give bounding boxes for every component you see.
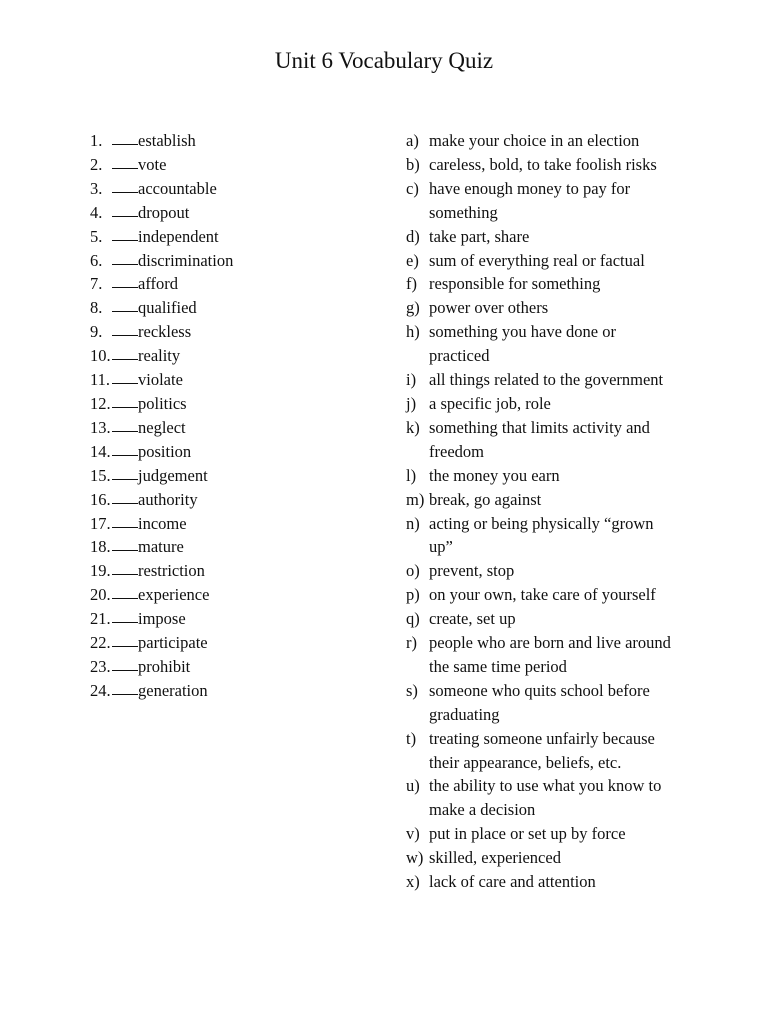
definition-text: power over others bbox=[429, 298, 549, 318]
term-row bbox=[90, 368, 310, 392]
definition-letter: d) bbox=[406, 226, 420, 246]
answer-blank[interactable] bbox=[112, 583, 138, 599]
term-number: 7. bbox=[90, 274, 103, 294]
definition-letter: i) bbox=[406, 370, 417, 390]
term-row bbox=[90, 559, 310, 583]
term-row bbox=[90, 392, 310, 416]
term-row bbox=[90, 416, 310, 440]
definition-row bbox=[406, 512, 706, 560]
answer-blank[interactable] bbox=[112, 535, 138, 551]
definition-text: the money you earn bbox=[429, 465, 560, 485]
answer-blank[interactable] bbox=[112, 320, 138, 336]
term-number: 23. bbox=[90, 656, 111, 676]
answer-blank[interactable] bbox=[112, 392, 138, 408]
definition-row bbox=[406, 296, 706, 320]
answer-blank[interactable] bbox=[112, 225, 138, 241]
definition-letter: u) bbox=[406, 776, 420, 796]
term-number: 4. bbox=[90, 202, 103, 222]
term-number: 11. bbox=[90, 370, 111, 390]
definition-text: break, go against bbox=[429, 489, 542, 509]
definition-text: someone who quits school before graduating bbox=[429, 680, 650, 724]
term-row bbox=[90, 488, 310, 512]
definition-text: something that limits activity and freedom bbox=[429, 417, 650, 461]
definition-letter: t) bbox=[406, 728, 417, 748]
term-word: neglect bbox=[138, 417, 186, 437]
term-number: 18. bbox=[90, 537, 111, 557]
definition-text: take part, share bbox=[429, 226, 530, 246]
term-number: 6. bbox=[90, 250, 103, 270]
term-number: 15. bbox=[90, 465, 111, 485]
term-number: 21. bbox=[90, 609, 111, 629]
definition-letter: f) bbox=[406, 274, 417, 294]
term-number: 9. bbox=[90, 322, 103, 342]
answer-blank[interactable] bbox=[112, 607, 138, 623]
definition-row bbox=[406, 177, 706, 225]
term-word: reckless bbox=[138, 322, 192, 342]
term-number: 22. bbox=[90, 633, 111, 653]
definition-letter: v) bbox=[406, 824, 420, 844]
answer-blank[interactable] bbox=[112, 488, 138, 504]
answer-blank[interactable] bbox=[112, 368, 138, 384]
vocabulary-term-list bbox=[90, 129, 310, 703]
definition-row bbox=[406, 320, 706, 368]
definition-row bbox=[406, 559, 706, 583]
term-word: politics bbox=[138, 393, 187, 413]
term-word: prohibit bbox=[138, 656, 191, 676]
term-row bbox=[90, 464, 310, 488]
definition-letter: b) bbox=[406, 154, 420, 174]
definition-row bbox=[406, 464, 706, 488]
definition-text: sum of everything real or factual bbox=[429, 250, 645, 270]
term-word: generation bbox=[138, 680, 208, 700]
term-number: 10. bbox=[90, 346, 111, 366]
definition-text: have enough money to pay for something bbox=[429, 178, 631, 222]
term-word: afford bbox=[138, 274, 179, 294]
term-row bbox=[90, 249, 310, 273]
definition-text: the ability to use what you know to make a decision bbox=[429, 776, 662, 820]
answer-blank[interactable] bbox=[112, 655, 138, 671]
definition-row bbox=[406, 488, 706, 512]
term-number: 2. bbox=[90, 154, 103, 174]
definition-text: make your choice in an election bbox=[429, 131, 640, 150]
term-word: restriction bbox=[138, 561, 205, 581]
term-word: establish bbox=[138, 131, 196, 150]
answer-blank[interactable] bbox=[112, 249, 138, 265]
definition-row bbox=[406, 129, 706, 153]
answer-blank[interactable] bbox=[112, 153, 138, 169]
definition-text: people who are born and live around the same time period bbox=[429, 633, 671, 676]
definition-letter: o) bbox=[406, 561, 420, 581]
definition-letter: w) bbox=[406, 848, 424, 868]
definition-row bbox=[406, 822, 706, 846]
definition-row bbox=[406, 631, 706, 679]
term-word: independent bbox=[138, 226, 219, 246]
answer-blank[interactable] bbox=[112, 631, 138, 647]
definition-row bbox=[406, 368, 706, 392]
term-word: accountable bbox=[138, 178, 217, 198]
definition-row bbox=[406, 870, 706, 894]
definition-list bbox=[406, 129, 706, 894]
definition-letter: n) bbox=[406, 513, 420, 533]
term-row bbox=[90, 177, 310, 201]
term-row bbox=[90, 129, 310, 153]
definition-letter: e) bbox=[406, 250, 419, 270]
term-row bbox=[90, 201, 310, 225]
definition-text: lack of care and attention bbox=[429, 872, 596, 892]
definition-letter: k) bbox=[406, 417, 420, 437]
definition-text: careless, bold, to take foolish risks bbox=[429, 154, 657, 174]
term-number: 5. bbox=[90, 226, 103, 246]
page-title: Unit 6 Vocabulary Quiz bbox=[274, 48, 494, 73]
definition-row bbox=[406, 846, 706, 870]
definition-letter: g) bbox=[406, 298, 420, 318]
definition-text: responsible for something bbox=[429, 274, 601, 294]
term-word: authority bbox=[138, 489, 198, 509]
definition-text: all things related to the government bbox=[429, 370, 664, 390]
term-number: 14. bbox=[90, 441, 111, 461]
answer-blank[interactable] bbox=[112, 129, 138, 145]
term-number: 19. bbox=[90, 561, 111, 581]
term-number: 24. bbox=[90, 680, 111, 700]
term-word: impose bbox=[138, 609, 186, 629]
answer-blank[interactable] bbox=[112, 440, 138, 456]
definition-letter: p) bbox=[406, 585, 420, 605]
definition-text: treating someone unfairly because their appearance, beliefs, etc. bbox=[429, 728, 655, 772]
term-row bbox=[90, 679, 310, 703]
answer-blank[interactable] bbox=[112, 416, 138, 432]
term-row bbox=[90, 583, 310, 607]
term-row bbox=[90, 535, 310, 559]
term-word: income bbox=[138, 513, 187, 533]
term-number: 12. bbox=[90, 393, 111, 413]
term-word: experience bbox=[138, 585, 210, 605]
definition-row bbox=[406, 153, 706, 177]
definition-text: on your own, take care of yourself bbox=[429, 585, 656, 605]
definition-row bbox=[406, 727, 706, 775]
term-row bbox=[90, 440, 310, 464]
term-word: qualified bbox=[138, 298, 197, 318]
answer-blank[interactable] bbox=[112, 512, 138, 528]
definition-text: prevent, stop bbox=[429, 561, 515, 581]
term-number: 17. bbox=[90, 513, 111, 533]
definition-row bbox=[406, 225, 706, 249]
term-row bbox=[90, 607, 310, 631]
definition-row bbox=[406, 607, 706, 631]
definition-letter: q) bbox=[406, 609, 420, 629]
definition-text: put in place or set up by force bbox=[429, 824, 626, 844]
term-number: 1. bbox=[90, 131, 103, 150]
term-row bbox=[90, 153, 310, 177]
term-word: reality bbox=[138, 346, 181, 366]
definition-row bbox=[406, 392, 706, 416]
term-word: judgement bbox=[138, 465, 208, 485]
term-word: mature bbox=[138, 537, 184, 557]
term-row bbox=[90, 655, 310, 679]
definition-letter: x) bbox=[406, 872, 420, 892]
term-row bbox=[90, 320, 310, 344]
term-row bbox=[90, 344, 310, 368]
definition-row bbox=[406, 249, 706, 273]
answer-blank[interactable] bbox=[112, 272, 138, 288]
definition-row bbox=[406, 416, 706, 464]
definition-row bbox=[406, 583, 706, 607]
answer-blank[interactable] bbox=[112, 679, 138, 695]
definition-row bbox=[406, 774, 706, 822]
definition-letter: s) bbox=[406, 680, 418, 700]
term-row bbox=[90, 225, 310, 249]
term-number: 20. bbox=[90, 585, 111, 605]
definition-letter: l) bbox=[406, 465, 417, 485]
definition-letter: j) bbox=[406, 393, 417, 413]
definition-text: a specific job, role bbox=[429, 393, 551, 413]
answer-blank[interactable] bbox=[112, 464, 138, 480]
answer-blank[interactable] bbox=[112, 296, 138, 312]
definition-text: skilled, experienced bbox=[429, 848, 561, 868]
answer-blank[interactable] bbox=[112, 177, 138, 193]
definition-text: create, set up bbox=[429, 609, 516, 629]
term-number: 8. bbox=[90, 298, 103, 318]
definition-letter: c) bbox=[406, 178, 419, 198]
definition-text: acting or being physically “grown up” bbox=[429, 513, 654, 557]
definition-letter: a) bbox=[406, 131, 419, 150]
term-word: vote bbox=[138, 154, 167, 174]
term-word: discrimination bbox=[138, 250, 234, 270]
definition-letter: m) bbox=[406, 489, 425, 509]
term-word: position bbox=[138, 441, 192, 461]
term-word: dropout bbox=[138, 202, 190, 222]
answer-blank[interactable] bbox=[112, 344, 138, 360]
term-row bbox=[90, 512, 310, 536]
definition-text: something you have done or practiced bbox=[429, 322, 616, 366]
definition-letter: r) bbox=[406, 633, 417, 653]
term-row bbox=[90, 631, 310, 655]
definition-letter: h) bbox=[406, 322, 420, 342]
definition-row bbox=[406, 679, 706, 727]
term-number: 16. bbox=[90, 489, 111, 509]
definition-row bbox=[406, 272, 706, 296]
term-word: violate bbox=[138, 370, 183, 390]
term-row bbox=[90, 296, 310, 320]
term-number: 13. bbox=[90, 417, 111, 437]
answer-blank[interactable] bbox=[112, 559, 138, 575]
term-number: 3. bbox=[90, 178, 103, 198]
answer-blank[interactable] bbox=[112, 201, 138, 217]
term-row bbox=[90, 272, 310, 296]
term-word: participate bbox=[138, 633, 208, 653]
